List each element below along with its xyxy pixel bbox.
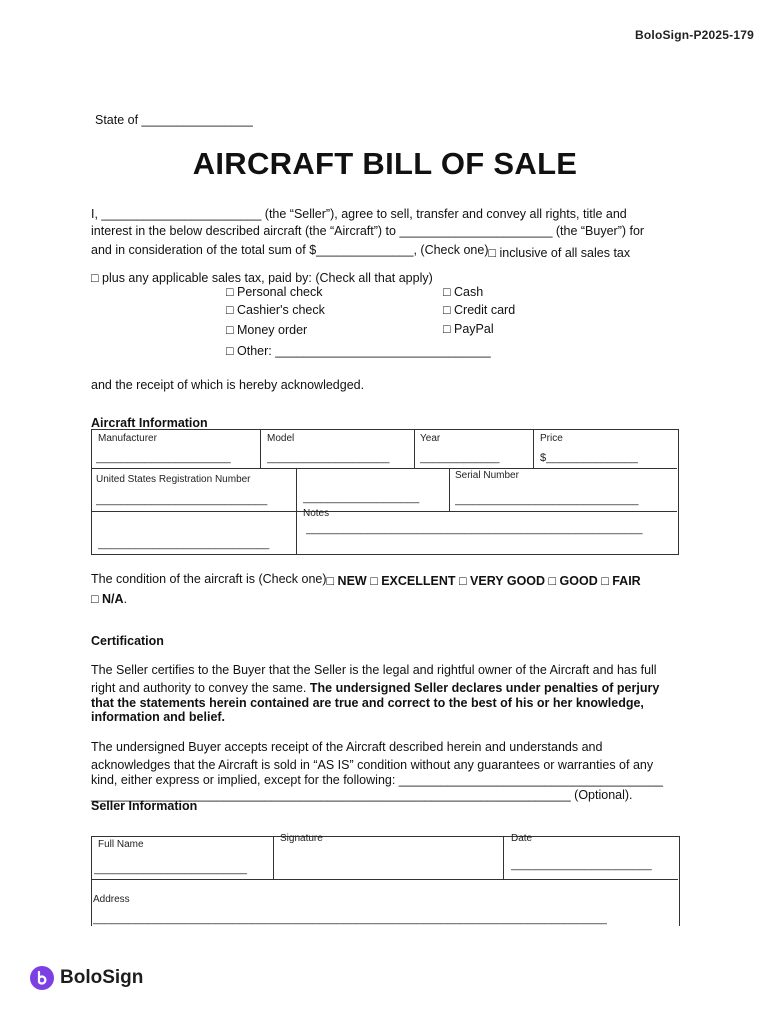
- condition-line: [91, 572, 641, 586]
- col-divider: [533, 430, 534, 468]
- sum-text: and in consideration of the total sum of $______________, (Check one): [91, 243, 489, 257]
- state-line: State of ________________: [95, 113, 253, 127]
- condition-prefix: The condition of the aircraft is (Check one): [91, 572, 327, 586]
- certification-line-4: information and belief.: [91, 710, 226, 724]
- certification-line-2a: right and authority to convey the same.: [91, 681, 307, 695]
- cashiers-check-option[interactable]: □ Cashier's check: [226, 303, 325, 317]
- credit-card-option[interactable]: □ Credit card: [443, 303, 516, 317]
- date-field[interactable]: _______________________: [511, 859, 652, 871]
- year-field[interactable]: _____________: [420, 452, 500, 464]
- col-divider: [503, 837, 504, 879]
- money-order-option[interactable]: □ Money order: [226, 323, 308, 337]
- col-divider: [449, 468, 450, 511]
- row-divider: [92, 511, 677, 512]
- date-label: Date: [511, 833, 533, 844]
- model-field[interactable]: ____________________: [267, 452, 390, 464]
- condition-options[interactable]: □ NEW □ EXCELLENT □ VERY GOOD □ GOOD □ FAIR: [326, 574, 641, 588]
- receipt-text: and the receipt of which is hereby acknowledged.: [91, 378, 365, 392]
- full-name-label: Full Name: [98, 839, 144, 850]
- registration-field[interactable]: ____________________________: [96, 494, 268, 506]
- condition-na-option[interactable]: □ N/A: [91, 592, 124, 606]
- col-divider: [273, 837, 274, 879]
- plus-tax-checkbox[interactable]: □ plus any applicable sales tax, paid by: (Check all that apply): [91, 271, 433, 285]
- extra-field[interactable]: ____________________________: [98, 538, 270, 550]
- certification-heading: Certification: [91, 634, 164, 648]
- serial-number-field[interactable]: ______________________________: [455, 494, 639, 506]
- registration-label: United States Registration Number: [96, 474, 251, 485]
- price-label: Price: [540, 433, 563, 444]
- signature-label: Signature: [280, 833, 323, 844]
- aircraft-info-table: [91, 429, 679, 555]
- notes-label: Notes: [303, 508, 330, 519]
- col-divider: [296, 468, 297, 511]
- bolosign-logo-text: BoloSign: [60, 967, 144, 988]
- condition-na-line: [91, 592, 127, 606]
- document-id: BoloSign-P2025-179: [635, 28, 754, 42]
- row-divider: [92, 468, 677, 469]
- serial-number-label: Serial Number: [455, 470, 519, 481]
- bolosign-logo: [30, 966, 143, 990]
- year-label: Year: [420, 433, 441, 444]
- seller-info-table: [91, 833, 680, 926]
- condition-na-period: .: [123, 592, 128, 606]
- buyer-line-4[interactable]: _____________________________________________________________________ (Optional).: [91, 788, 633, 802]
- registration-field-extra[interactable]: ___________________: [303, 492, 420, 504]
- address-label: Address: [93, 894, 130, 905]
- certification-line-2: [91, 681, 659, 695]
- model-label: Model: [267, 433, 295, 444]
- buyer-line-3[interactable]: kind, either express or implied, except for the following: ______________________________________: [91, 773, 663, 787]
- certification-line-3: that the statements herein contained are true and correct to the best of his or her knowledge,: [91, 696, 644, 710]
- seller-info-heading: Seller Information: [91, 799, 198, 813]
- address-field[interactable]: ____________________________________________________________________________________: [93, 913, 607, 925]
- certification-line-2b: The undersigned Seller declares under penalties of perjury: [306, 681, 660, 695]
- manufacturer-field[interactable]: ______________________: [96, 452, 231, 464]
- row-divider: [92, 879, 678, 880]
- intro-line-3: [91, 243, 631, 260]
- bolosign-logo-icon: [30, 966, 54, 990]
- paypal-option[interactable]: □ PayPal: [443, 322, 494, 336]
- inclusive-tax-checkbox[interactable]: □ inclusive of all sales tax: [488, 246, 631, 260]
- page-title: AIRCRAFT BILL OF SALE: [192, 146, 578, 181]
- price-field[interactable]: $_______________: [540, 452, 638, 464]
- intro-line-2: interest in the below described aircraft (the “Aircraft”) to ______________________ (the “Buyer”) for: [91, 224, 645, 238]
- col-divider: [414, 430, 415, 468]
- cash-option[interactable]: □ Cash: [443, 285, 484, 299]
- buyer-line-1: The undersigned Buyer accepts receipt of the Aircraft described herein and understands and: [91, 740, 603, 754]
- personal-check-option[interactable]: □ Personal check: [226, 285, 323, 299]
- buyer-line-2: acknowledges that the Aircraft is sold in “AS IS” condition without any guarantees or warranties of any: [91, 758, 654, 772]
- col-divider: [260, 430, 261, 468]
- intro-line-1: I, _______________________ (the “Seller”), agree to sell, transfer and convey all rights, title and: [91, 207, 627, 221]
- manufacturer-label: Manufacturer: [98, 433, 157, 444]
- certification-line-1: The Seller certifies to the Buyer that the Seller is the legal and rightful owner of the Aircraft and has full: [91, 663, 657, 677]
- notes-field[interactable]: _______________________________________________________: [306, 523, 643, 535]
- col-divider: [296, 511, 297, 554]
- other-option[interactable]: □ Other: _______________________________: [226, 344, 491, 358]
- aircraft-info-heading: Aircraft Information: [91, 416, 208, 430]
- full-name-field[interactable]: _________________________: [94, 863, 247, 875]
